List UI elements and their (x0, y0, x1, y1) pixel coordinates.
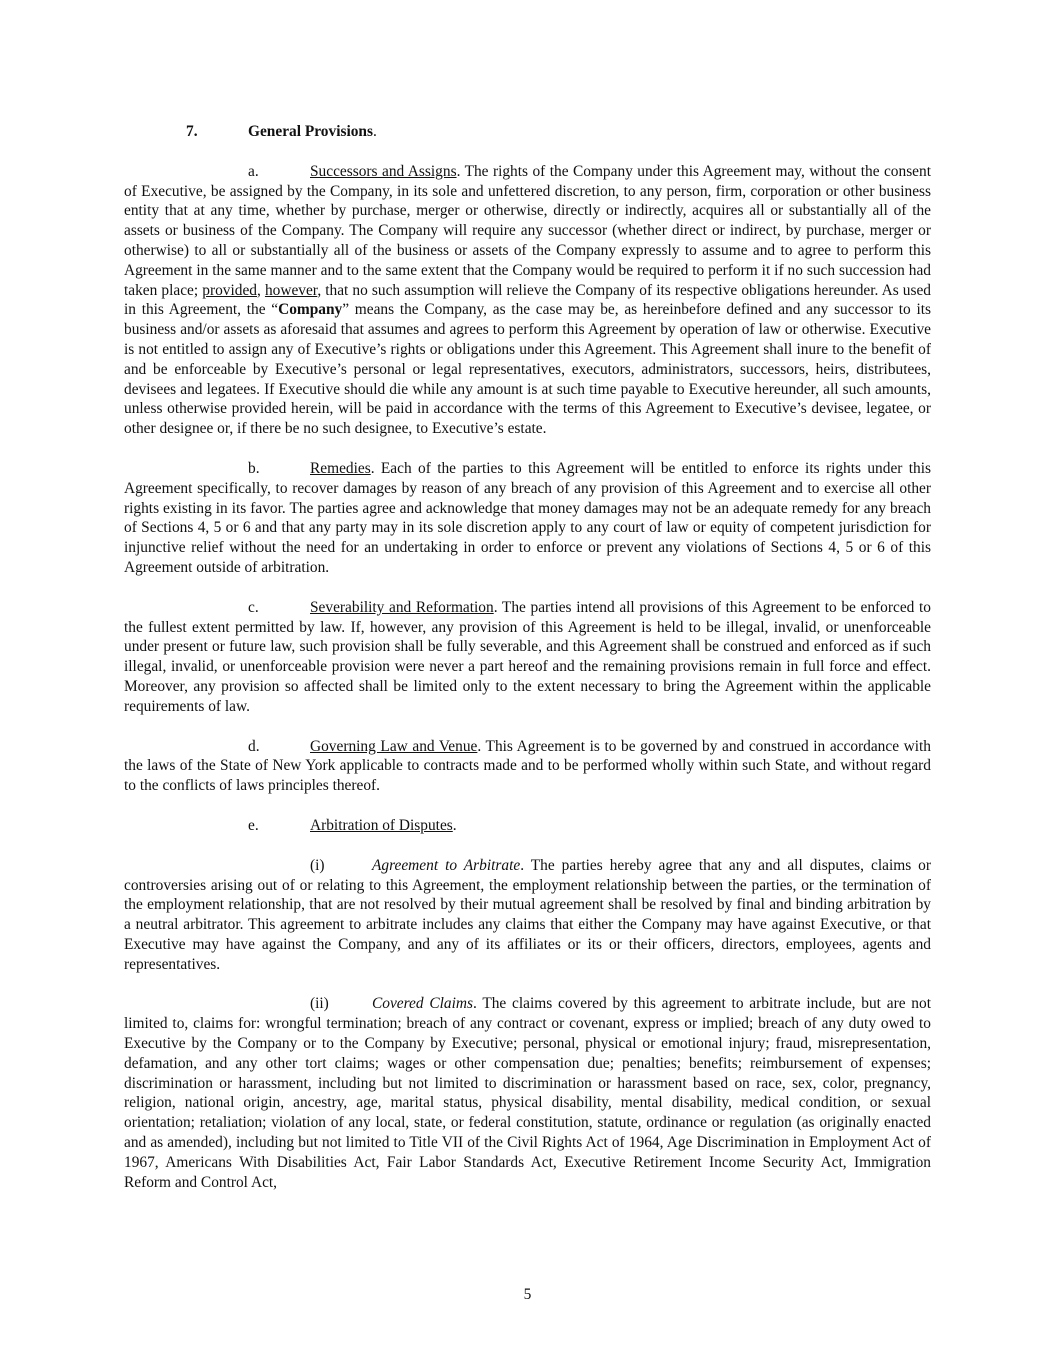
paragraph-d-label: d. (248, 737, 260, 755)
section-title: General Provisions (248, 123, 373, 140)
provided-term: provided (202, 281, 257, 299)
subparagraph-e-ii-covered-claims (124, 994, 931, 1192)
paragraph-b-text: . Each of the parties to this Agreement will be entitled to enforce its rights under this Agreement specifically, to recover damages by reason of any breach of any provision of this Agreement and to exercise all other rights existing in its favor. The parties agree and acknowledge that money damages may not be an adequate remedy for any breach of Sections 4, 5 or 6 and that any party may in its sole discretion apply to any court of law or equity of competent jurisdiction for injunctive relief without the need for an undertaking in order to enforce or prevent any violations of Sections 4, 5 or 6 of this Agreement outside of arbitration. (124, 459, 931, 576)
paragraph-a-successors-and-assigns (124, 162, 931, 439)
paragraph-e-punct: . (452, 816, 457, 834)
paragraph-c-text: . The parties intend all provisions of this Agreement to be enforced to the fullest extent permitted by law. If, however, any provision of this Agreement is held to be illegal, invalid, or unenforceable under present or future law, such provision shall be fully severable, and this Agreement shall be construed and enforced as if such illegal, invalid, or unenforceable provision were never a part hereof and the remaining provisions remain in full force and effect. Moreover, any provision so affected shall be limited only to the extent necessary to bring the Agreement within the applicable requirements of law. (124, 598, 931, 715)
paragraph-a-text-1: . The rights of the Company under this Agreement may, without the consent of Executive, be assigned by the Company, in its sole and unfettered discretion, to any person, firm, corporation or other business entity that at any time, whether by purchase, merger or otherwise, directly or indirectly, acquires all or substantially all of the assets or business of the Company. The Company will require any successor (whether direct or indirect, by purchase, merger or otherwise) to all or substantially all of the business or assets of the Company expressly to assume and to agree to perform this Agreement in the same manner and to the same extent that the Company would be required to perform it if no such succession had taken place; (124, 162, 931, 299)
company-defined-term: Company (278, 301, 343, 319)
subparagraph-e-ii-text: . The claims covered by this agreement to arbitrate include, but are not limited to, claims for: wrongful termination; breach of any contract or covenant, express or implied; breach of any duty owed to Executive by the Company or to the Company by Executive; personal, physical or emotional injury; fraud, misrepresentation, defamation, and any other tort claims; wages or other compensation due; penalties; benefits; reimbursement of expenses; discrimination or harassment, including but not limited to discrimination or harassment based on race, sex, color, pregnancy, religion, national origin, ancestry, age, marital status, physical disability, mental disability, medical condition, or sexual orientation; retaliation; violation of any local, state, or federal constitution, statute, ordinance or regulation (as originally enacted and as amended), including but not limited to Title VII of the Civil Rights Act of 1964, Age Discrimination in Employment Act of 1967, Americans With Disabilities Act, Fair Labor Standards Act, Executive Retirement Income Security Act, Immigration Reform and Control Act, (124, 995, 931, 1191)
paragraph-e-label: e. (248, 816, 259, 834)
subparagraph-e-i-label: (i) (310, 856, 325, 874)
page-number: 5 (523, 1286, 532, 1303)
paragraph-a-heading: Successors and Assigns (310, 162, 457, 180)
section-number: 7. (186, 123, 198, 140)
section-7-heading (124, 122, 931, 142)
subparagraph-e-i-text: . The parties hereby agree that any and all disputes, claims or controversies arising out of or relating to this Agreement, the employment relationship between the parties, or the termination of the employment relationship, that are not resolved by their mutual agreement shall be resolved by final and binding arbitration by a neutral arbitrator. This agreement to arbitrate includes any claims that either the Company may have against Executive, or that Executive may have against the Company, and any of its affiliates or its or their officers, directors, employees, agents and representatives. (124, 856, 931, 973)
paragraph-a-text-3: ” means the Company, as the case may be, as hereinbefore defined and any successor to its business and/or assets as aforesaid that assumes and agrees to perform this Agreement by operation of law or otherwise. Executive is not entitled to assign any of Executive’s rights or obligations under this Agreement. This Agreement shall inure to the benefit of and be enforceable by Executive’s personal or legal representatives, executors, administrators, successors, heirs, distributees, devisees and legatees. If Executive should die while any amount is at such time payable to Executive hereunder, all such amounts, unless otherwise provided herein, will be paid in accordance with the terms of this Agreement to Executive’s devisee, legatee, or other designee or, if there be no such designee, to Executive’s estate. (124, 301, 931, 438)
paragraph-c-label: c. (248, 598, 259, 616)
paragraph-e-arbitration (124, 816, 931, 836)
paragraph-b-heading: Remedies (310, 459, 371, 477)
subparagraph-e-ii-label: (ii) (310, 995, 329, 1013)
however-term: however (264, 281, 318, 299)
paragraph-a-text-2: , that no such assumption will relieve the Company of its respective obligations hereunder. As used in this Agreement, the “ (124, 281, 931, 319)
paragraph-b-remedies (124, 459, 931, 578)
paragraph-c-heading: Severability and Reformation (310, 598, 494, 616)
paragraph-a-label: a. (248, 162, 259, 180)
paragraph-c-severability (124, 598, 931, 717)
subparagraph-e-i-agreement-to-arbitrate (124, 856, 931, 975)
document-page (124, 122, 931, 1192)
subparagraph-e-ii-heading: Covered Claims (372, 995, 473, 1013)
paragraph-e-heading: Arbitration of Disputes (310, 816, 453, 834)
paragraph-b-label: b. (248, 459, 260, 477)
section-title-punct: . (372, 123, 377, 140)
paragraph-d-heading: Governing Law and Venue (310, 737, 478, 755)
paragraph-a-comma: , (256, 281, 265, 299)
subparagraph-e-i-heading: Agreement to Arbitrate (372, 856, 521, 874)
paragraph-d-text: . This Agreement is to be governed by and construed in accordance with the laws of the State of New York applicable to contracts made and to be performed wholly within such State, and without regard to the conflicts of laws principles thereof. (124, 737, 931, 795)
paragraph-d-governing-law (124, 737, 931, 796)
